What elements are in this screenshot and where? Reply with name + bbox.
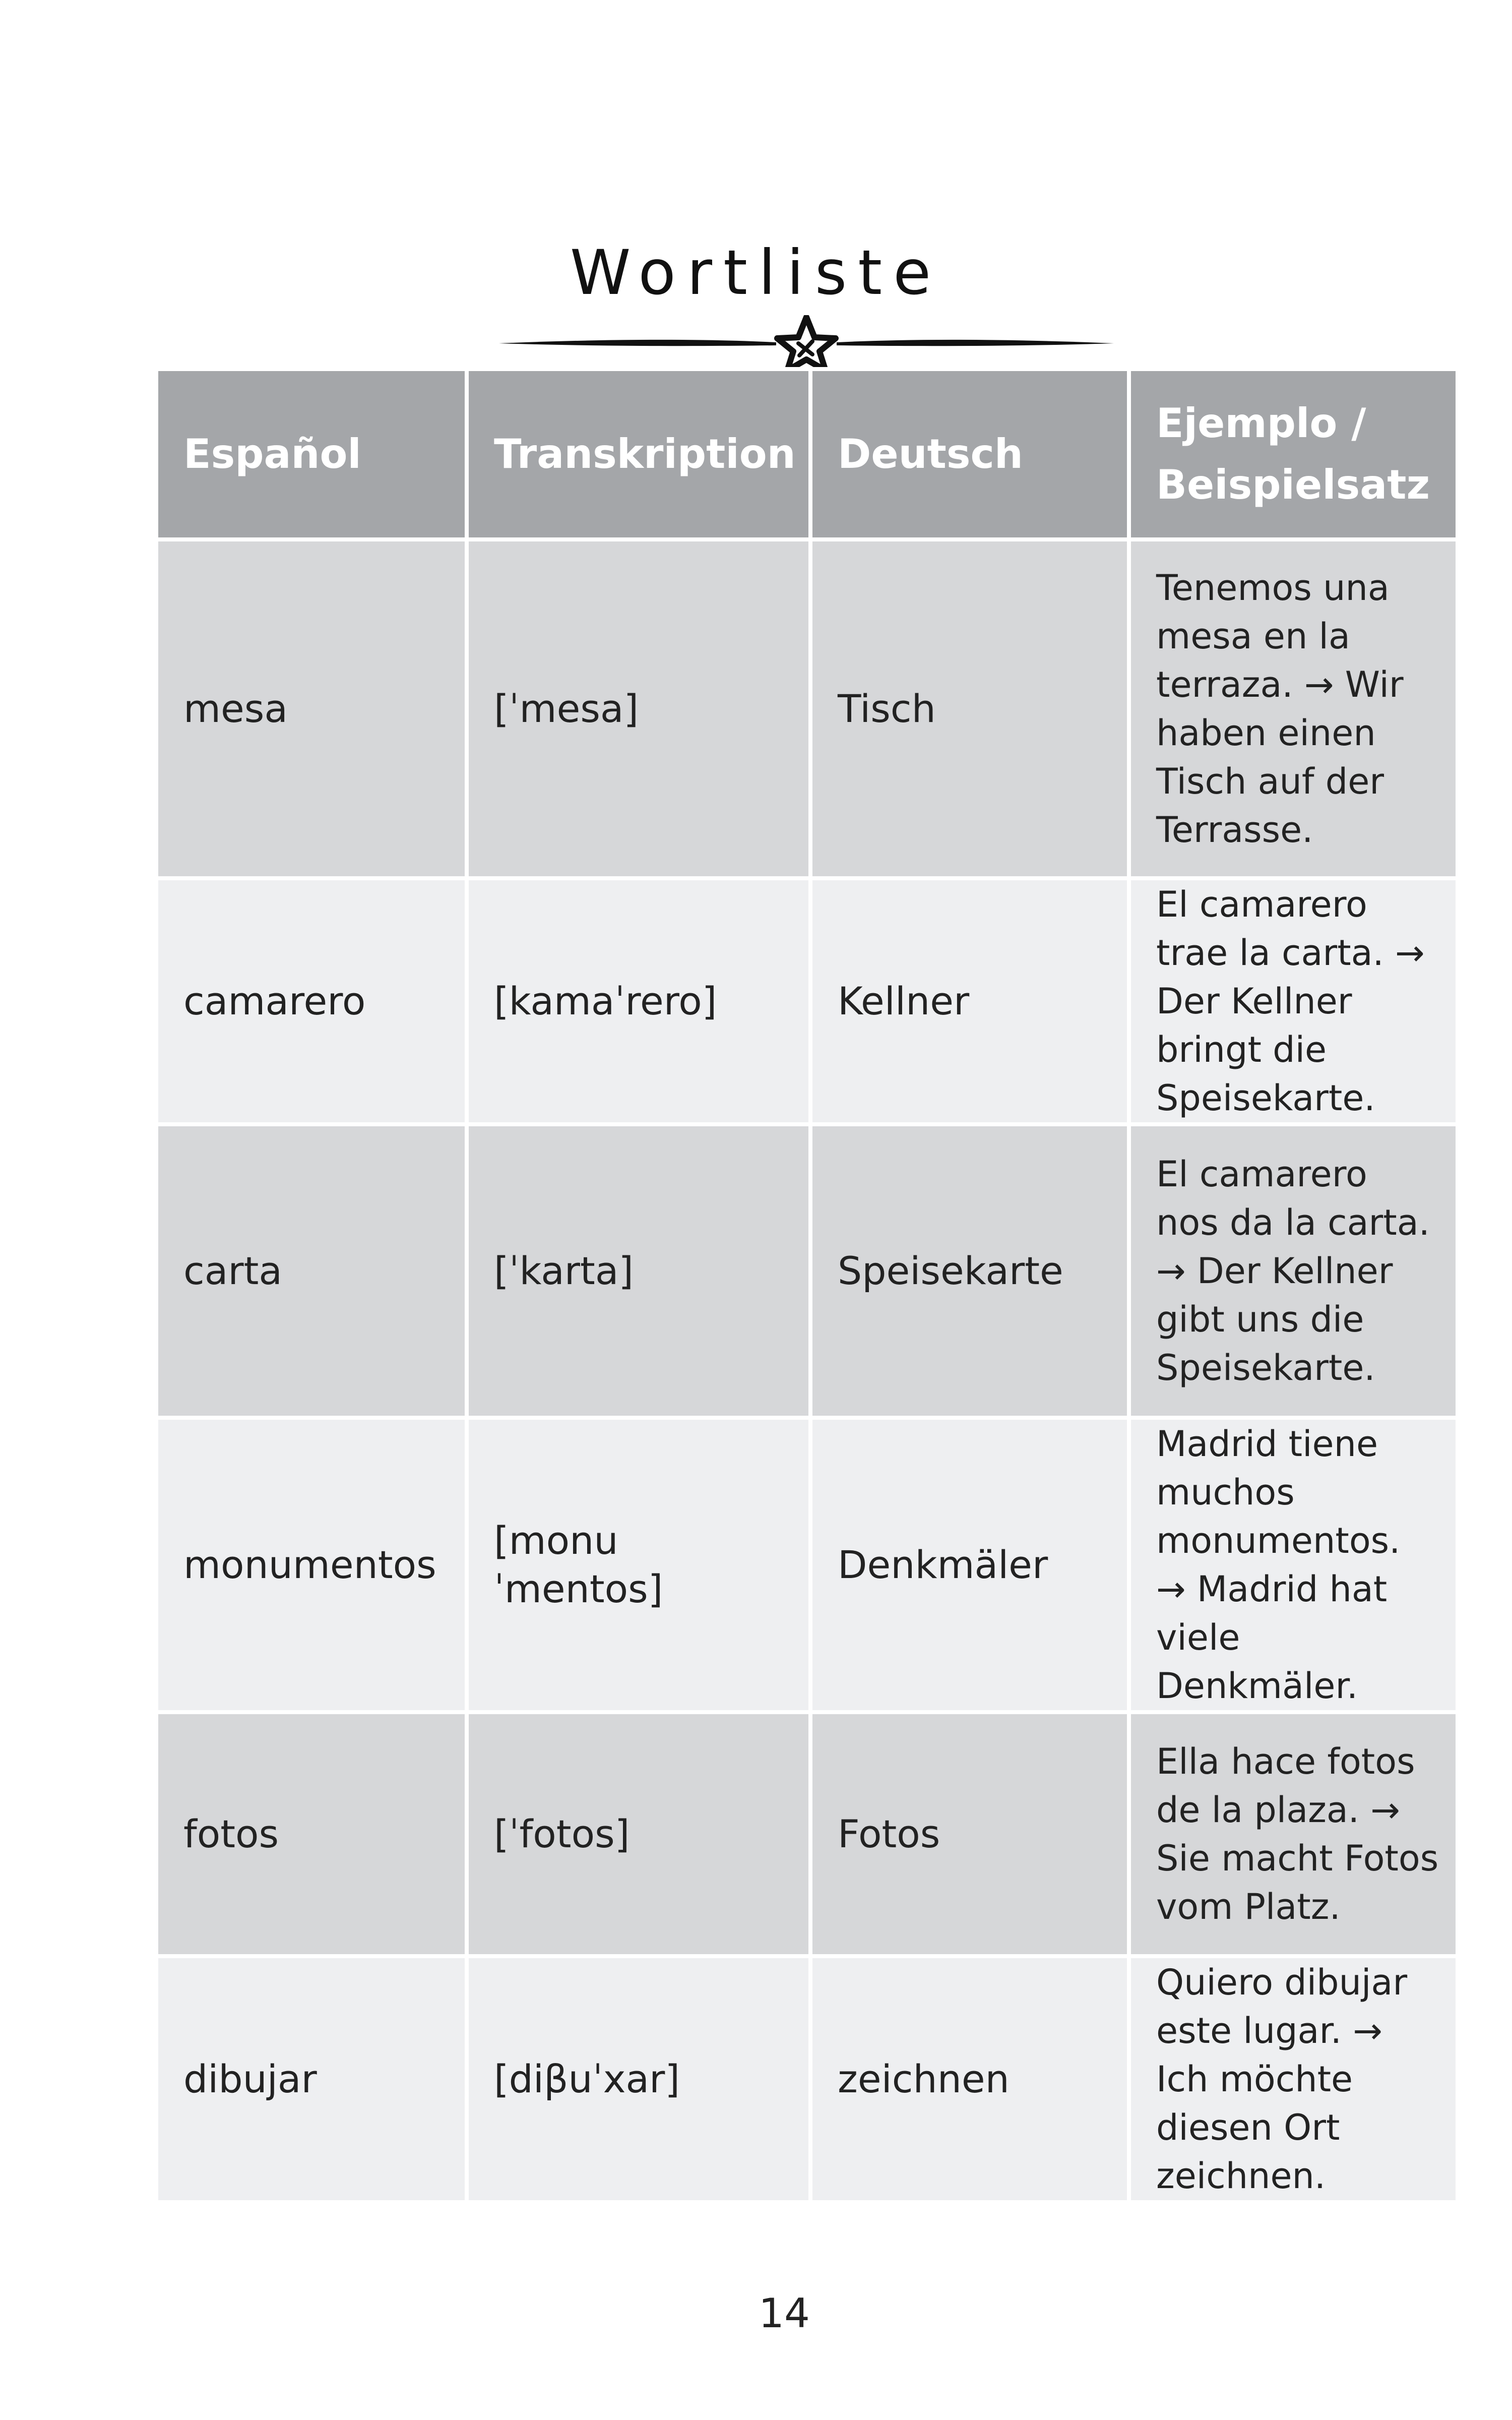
star-divider-icon [494,315,1119,371]
german-word: Kellner [810,878,1129,1124]
table-row [156,1712,1458,1956]
spanish-word: monumentos [156,1418,467,1712]
spanish-word: fotos [156,1712,467,1956]
spanish-word: mesa [156,539,467,878]
example-sentence: Quiero dibujar este lugar. → Ich möchte diesen Ort zeichnen. [1129,1956,1458,2202]
transcription: [ˈkarta] [467,1124,810,1418]
spanish-word: carta [156,1124,467,1418]
german-word: Denkmäler [810,1418,1129,1712]
german-word: Tisch [810,539,1129,878]
german-word: Speisekarte [810,1124,1129,1418]
header-spanish: Español [156,369,467,539]
table-row [156,539,1458,878]
header-transcription: Transkription [467,369,810,539]
page-number: 14 [759,2290,810,2337]
spanish-word: camarero [156,878,467,1124]
transcription: [monuˈmentos] [467,1418,810,1712]
example-sentence: Ella hace fotos de la plaza. → Sie macht Fotos vom Platz. [1129,1712,1458,1956]
german-word: Fotos [810,1712,1129,1956]
header-german: Deutsch [810,369,1129,539]
example-sentence: El camarero trae la carta. → Der Kellner bringt die Speisekarte. [1129,878,1458,1124]
table-row [156,1418,1458,1712]
table-row [156,1124,1458,1418]
spanish-word: dibujar [156,1956,467,2202]
example-sentence: El camarero nos da la carta. → Der Kellner gibt uns die Speisekarte. [1129,1124,1458,1418]
example-sentence: Tenemos una mesa en la terraza. → Wir haben einen Tisch auf der Terrasse. [1129,539,1458,878]
vocabulary-table [154,367,1460,2204]
german-word: zeichnen [810,1956,1129,2202]
transcription: [diβuˈxar] [467,1956,810,2202]
transcription: [ˈfotos] [467,1712,810,1956]
transcription: [ˈmesa] [467,539,810,878]
table-row [156,878,1458,1124]
transcription: [kamaˈrero] [467,878,810,1124]
example-sentence: Madrid tiene muchos monumentos. → Madrid hat viele Denkmäler. [1129,1418,1458,1712]
page-title: Wortliste [570,237,942,309]
header-example: Ejemplo / Beispielsatz [1129,369,1458,539]
table-header-row [156,369,1458,539]
table-row [156,1956,1458,2202]
